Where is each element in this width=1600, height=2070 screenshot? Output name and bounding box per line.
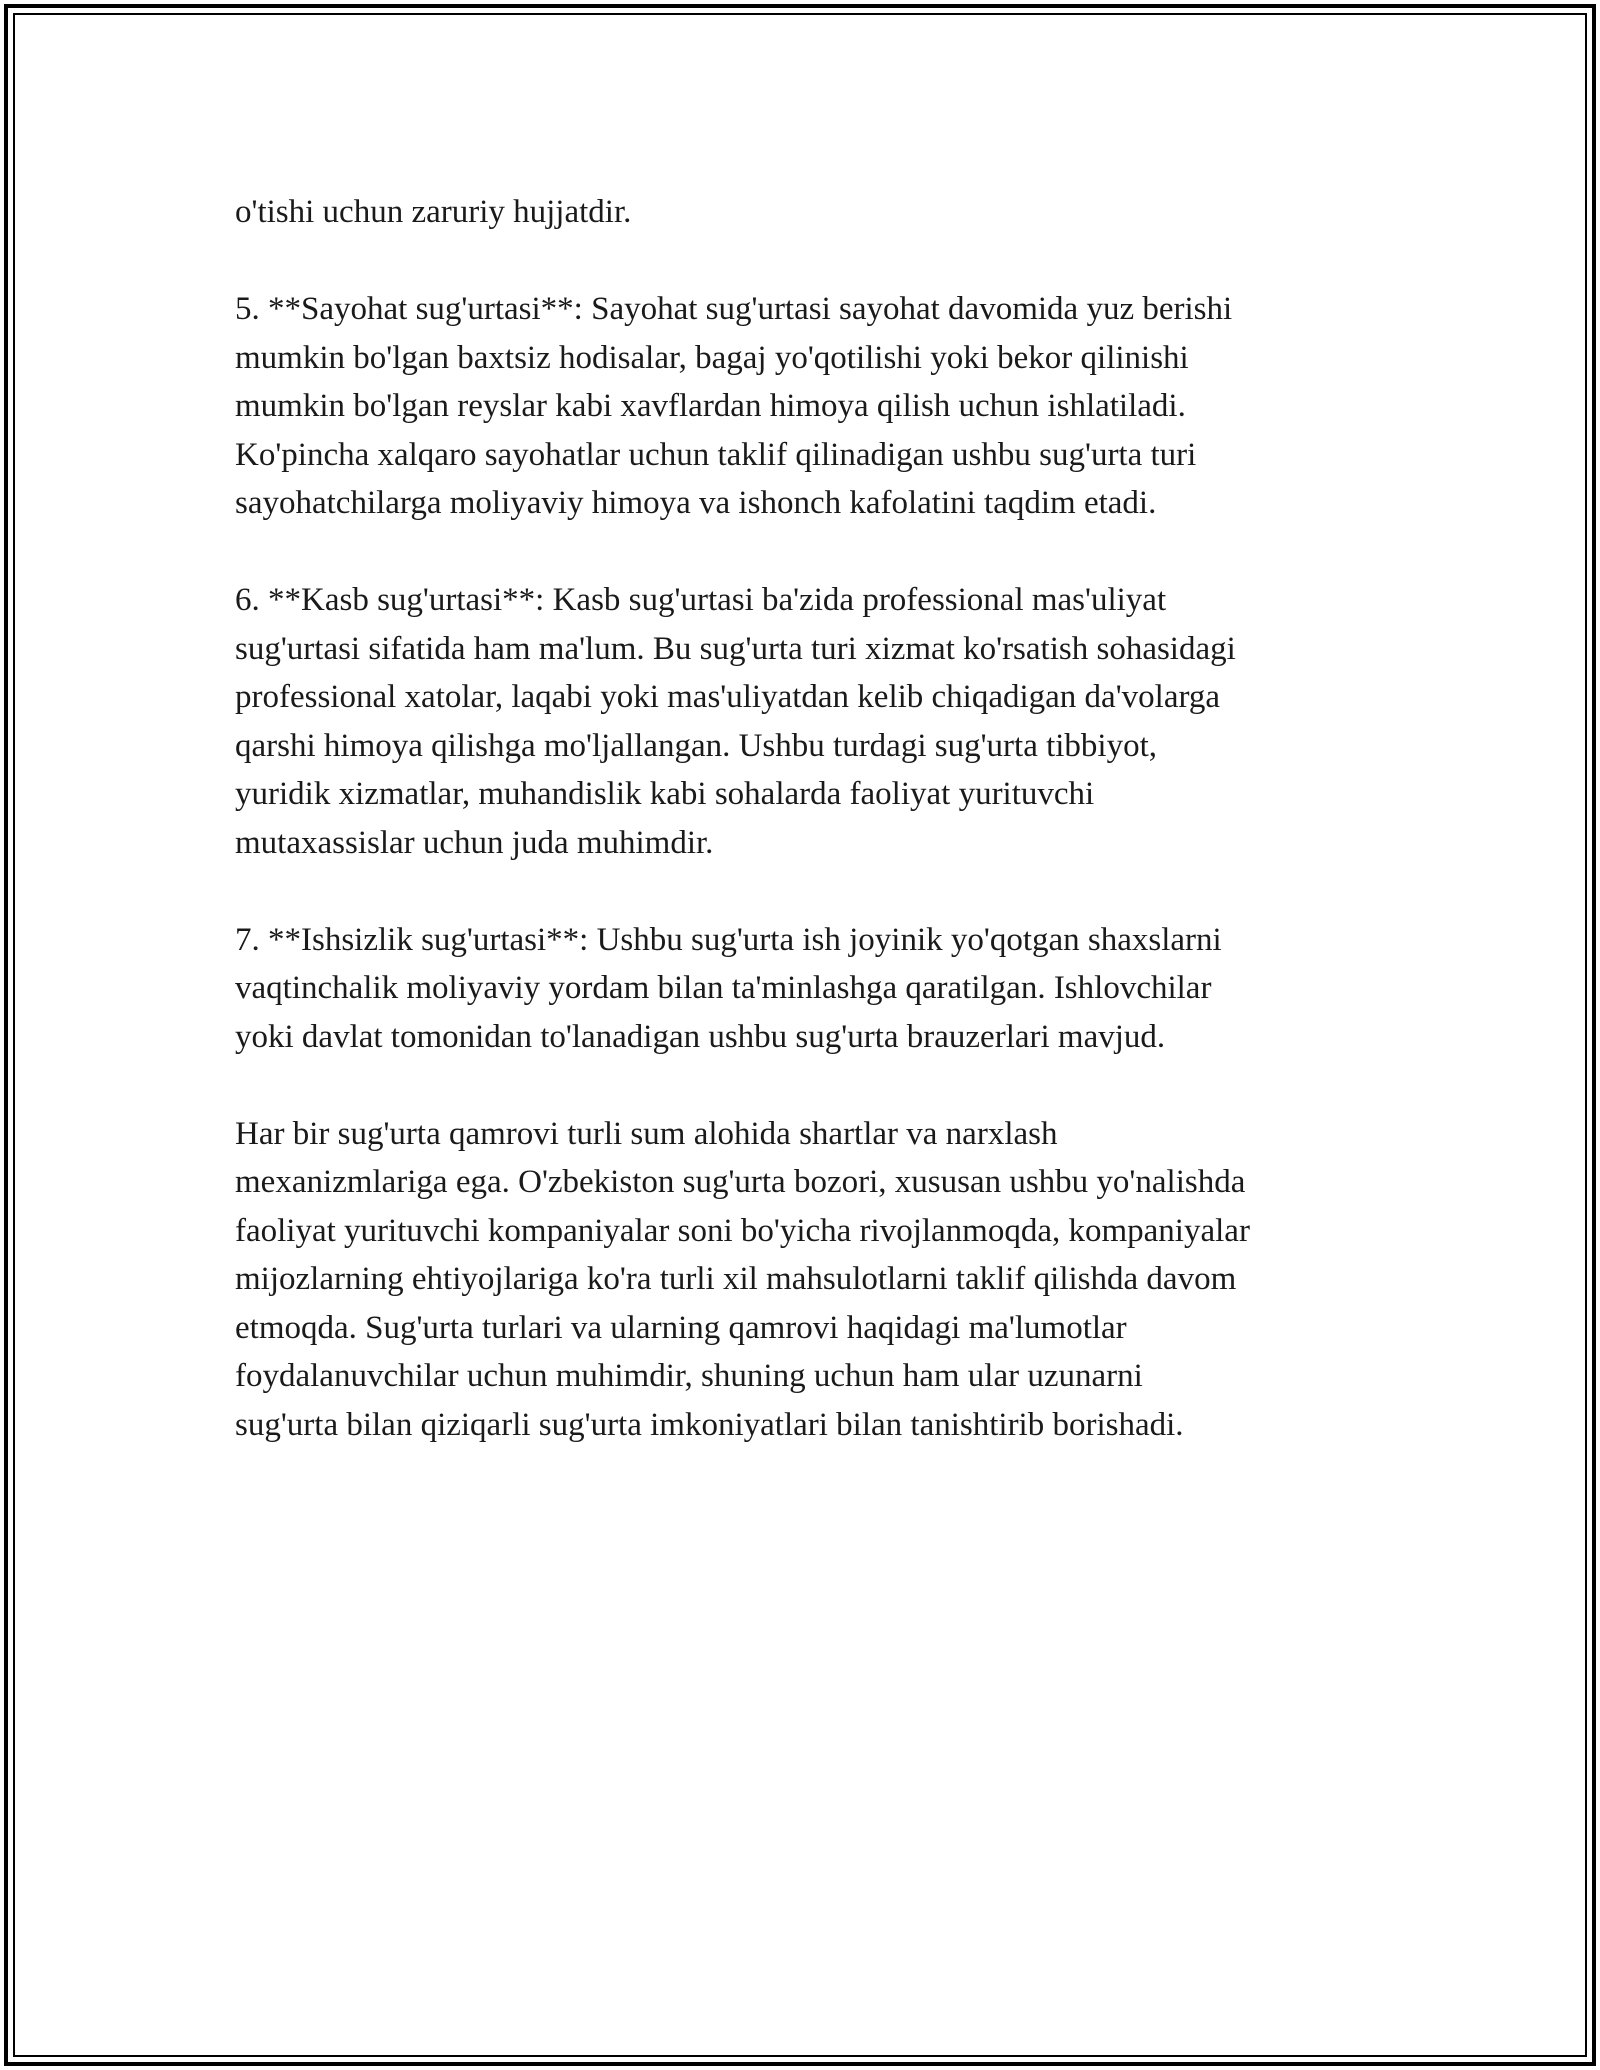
text-line: professional xatolar, laqabi yoki mas'uliyatdan kelib chiqadigan da'volarga (235, 679, 1221, 715)
text-line: mexanizmlariga ega. O'zbekiston sug'urta bozori, xususan ushbu yo'nalishda (235, 1164, 1246, 1200)
paragraph-travel-insurance (235, 285, 1370, 528)
paragraph-unemployment-insurance (235, 916, 1370, 1062)
text-line: 6. **Kasb sug'urtasi**: Kasb sug'urtasi ba'zida professional mas'uliyat (235, 582, 1167, 618)
text-line: sayohatchilarga moliyaviy himoya va ishonch kafolatini taqdim etadi. (235, 485, 1157, 521)
text-line: qarshi himoya qilishga mo'ljallangan. Ushbu turdagi sug'urta tibbiyot, (235, 727, 1158, 764)
text-line: etmoqda. Sug'urta turlari va ularning qamrovi haqidagi ma'lumotlar (235, 1309, 1127, 1346)
text-line: yuridik xizmatlar, muhandislik kabi sohalarda faoliyat yurituvchi (235, 776, 1095, 812)
paragraph-professional-insurance (235, 576, 1370, 867)
text-line: mutaxassislar uchun juda muhimdir. (235, 824, 714, 861)
text-line: 5. **Sayohat sug'urtasi**: Sayohat sug'urtasi sayohat davomida yuz berishi (235, 291, 1233, 327)
text-line: vaqtinchalik moliyaviy yordam bilan ta'minlashga qaratilgan. Ishlovchilar (235, 970, 1212, 1006)
text-line: faoliyat yurituvchi kompaniyalar soni bo'yicha rivojlanmoqda, kompaniyalar (235, 1212, 1250, 1249)
paragraph-continuation (235, 188, 1370, 237)
text-line: sug'urta bilan qiziqarli sug'urta imkoniyatlari bilan tanishtirib borishadi. (235, 1406, 1184, 1443)
paragraph-conclusion (235, 1110, 1370, 1450)
text-line: sug'urtasi sifatida ham ma'lum. Bu sug'urta turi xizmat ko'rsatish sohasidagi (235, 630, 1236, 667)
text-line: foydalanuvchilar uchun muhimdir, shuning uchun ham ular uzunarni (235, 1358, 1143, 1394)
text-line: 7. **Ishsizlik sug'urtasi**: Ushbu sug'urta ish joyinik yo'qotgan shaxslarni (235, 921, 1222, 958)
text-line: o'tishi uchun zaruriy hujjatdir. (235, 194, 632, 230)
text-line: mijozlarning ehtiyojlariga ko'ra turli xil mahsulotlarni taklif qilishda davom (235, 1261, 1237, 1297)
text-line: yoki davlat tomonidan to'lanadigan ushbu sug'urta brauzerlari mavjud. (235, 1018, 1166, 1055)
text-line: mumkin bo'lgan baxtsiz hodisalar, bagaj yo'qotilishi yoki bekor qilinishi (235, 339, 1189, 376)
document-body (235, 188, 1370, 1498)
text-line: mumkin bo'lgan reyslar kabi xavflardan himoya qilish uchun ishlatiladi. (235, 388, 1186, 424)
text-line: Ko'pincha xalqaro sayohatlar uchun taklif qilinadigan ushbu sug'urta turi (235, 436, 1197, 473)
text-line: Har bir sug'urta qamrovi turli sum alohida shartlar va narxlash (235, 1115, 1058, 1152)
